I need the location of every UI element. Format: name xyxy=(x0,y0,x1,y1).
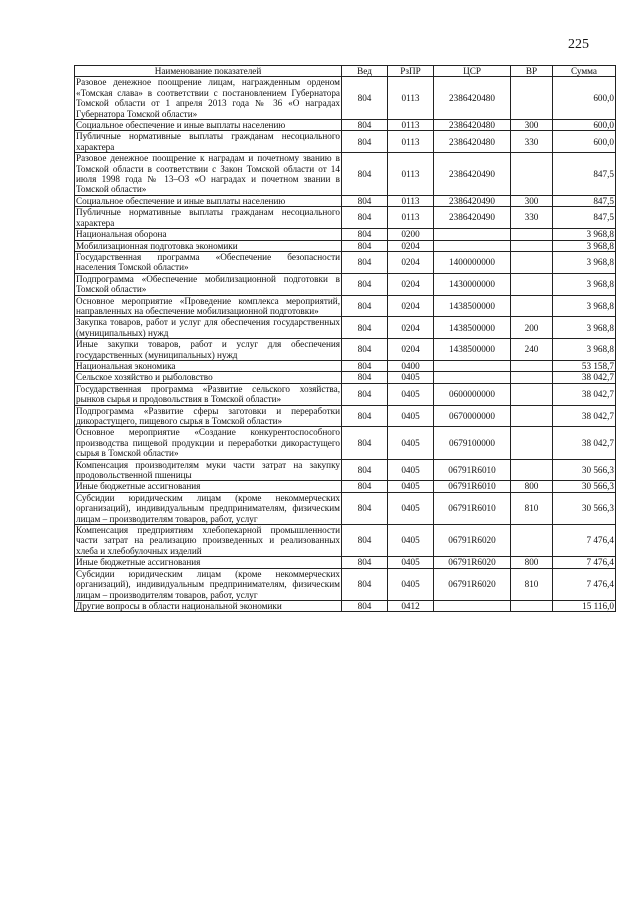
cell-name: Основное мероприятие «Проведение комплекса мероприятий, направленных на обеспечение мобилизационной подготовки» xyxy=(76,295,340,316)
cell-sum: 3 968,8 xyxy=(553,273,616,295)
cell-csr: 2386420490 xyxy=(434,195,511,206)
cell-vr xyxy=(511,427,553,459)
cell-sum: 3 968,8 xyxy=(553,295,616,317)
cell-sum: 53 158,7 xyxy=(553,360,616,371)
cell-name: Разовое денежное поощрение к наградам и почетному званию в Томской области в соответствии с Закон Томской области от 14 июля 1998 года № 13–ОЗ «О наградах и почетном звании в Томской области» xyxy=(76,153,340,195)
cell-sum: 600,0 xyxy=(553,131,616,153)
page-number: 225 xyxy=(568,37,589,52)
table-row xyxy=(75,459,616,481)
cell-name: Компенсация предприятиям хлебопекарной промышленности части затрат на реализацию произведенных и реализованных хлеба и хлебобулочных изделий xyxy=(76,525,340,556)
cell-vr: 810 xyxy=(511,568,553,600)
cell-rzpr: 0204 xyxy=(388,273,434,295)
cell-name: Иные бюджетные ассигнования xyxy=(75,481,342,492)
table-row xyxy=(75,295,616,317)
cell-rzpr: 0412 xyxy=(388,600,434,611)
column-header-ved: Вед xyxy=(342,66,388,77)
cell-ved: 804 xyxy=(342,207,388,229)
cell-ved: 804 xyxy=(342,153,388,196)
cell-vr xyxy=(511,295,553,317)
cell-csr: 2386420480 xyxy=(434,120,511,131)
cell-csr: 2386420480 xyxy=(434,131,511,153)
table-row xyxy=(75,481,616,492)
cell-name: Национальная оборона xyxy=(75,229,342,240)
cell-vr xyxy=(511,600,553,611)
cell-csr: 0600000000 xyxy=(434,383,511,405)
cell-sum: 30 566,3 xyxy=(553,492,616,524)
table-row xyxy=(75,131,616,153)
cell-vr xyxy=(511,459,553,481)
cell-vr: 300 xyxy=(511,195,553,206)
cell-rzpr: 0113 xyxy=(388,131,434,153)
cell-rzpr: 0405 xyxy=(388,492,434,524)
column-header-vr: ВР xyxy=(511,66,553,77)
table-row xyxy=(75,77,616,120)
cell-vr xyxy=(511,153,553,196)
cell-name: Социальное обеспечение и иные выплаты населению xyxy=(75,120,342,131)
cell-ved: 804 xyxy=(342,557,388,568)
cell-sum: 3 968,8 xyxy=(553,317,616,339)
cell-csr: 1438500000 xyxy=(434,295,511,317)
cell-ved: 804 xyxy=(342,131,388,153)
cell-ved: 804 xyxy=(342,295,388,317)
table-row xyxy=(75,427,616,459)
table-row xyxy=(75,405,616,427)
column-header-name: Наименование показателей xyxy=(75,66,342,77)
cell-vr xyxy=(511,360,553,371)
cell-csr: 1438500000 xyxy=(434,317,511,339)
cell-sum: 3 968,8 xyxy=(553,339,616,361)
cell-rzpr: 0204 xyxy=(388,295,434,317)
table-row xyxy=(75,240,616,251)
cell-vr: 330 xyxy=(511,131,553,153)
cell-csr: 2386420490 xyxy=(434,153,511,196)
table-row xyxy=(75,600,616,611)
cell-name: Основное мероприятие «Создание конкурентоспособного производства пищевой продукции и переработки дикорастущего сырья в Томской области» xyxy=(76,427,340,459)
cell-csr: 06791R6020 xyxy=(434,525,511,557)
cell-name: Закупка товаров, работ и услуг для обеспечения государственных (муниципальных) нужд xyxy=(76,317,340,338)
table-header-row xyxy=(75,66,616,77)
cell-vr: 330 xyxy=(511,207,553,229)
table-row xyxy=(75,557,616,568)
cell-sum: 7 476,4 xyxy=(553,525,616,557)
cell-ved: 804 xyxy=(342,251,388,273)
budget-table xyxy=(74,65,616,612)
cell-rzpr: 0204 xyxy=(388,339,434,361)
cell-rzpr: 0113 xyxy=(388,153,434,196)
cell-sum: 600,0 xyxy=(553,77,616,120)
cell-name: Субсидии юридическим лицам (кроме некоммерческих организаций), индивидуальным предпринимателям, физическим лицам – производителям товаров, работ, услуг xyxy=(76,568,340,600)
cell-rzpr: 0405 xyxy=(388,481,434,492)
cell-ved: 804 xyxy=(342,120,388,131)
cell-ved: 804 xyxy=(342,229,388,240)
cell-sum: 847,5 xyxy=(553,153,616,196)
cell-sum: 15 116,0 xyxy=(553,600,616,611)
cell-csr xyxy=(434,360,511,371)
cell-vr xyxy=(511,229,553,240)
cell-ved: 804 xyxy=(342,372,388,383)
cell-ved: 804 xyxy=(342,481,388,492)
cell-name: Государственная программа «Развитие сельского хозяйства, рынков сырья и продовольствия в Томской области» xyxy=(76,383,340,405)
cell-rzpr: 0113 xyxy=(388,77,434,120)
cell-ved: 804 xyxy=(342,405,388,427)
table-row xyxy=(75,525,616,557)
cell-vr: 240 xyxy=(511,339,553,361)
cell-name: Субсидии юридическим лицам (кроме некоммерческих организаций), индивидуальным предпринимателям, физическим лицам – производителям товаров, работ, услуг xyxy=(76,492,340,524)
cell-rzpr: 0405 xyxy=(388,383,434,405)
cell-ved: 804 xyxy=(342,459,388,481)
cell-ved: 804 xyxy=(342,600,388,611)
cell-sum: 3 968,8 xyxy=(553,240,616,251)
column-header-sum: Сумма xyxy=(553,66,616,77)
cell-name: Публичные нормативные выплаты гражданам несоциального характера xyxy=(76,207,340,228)
cell-rzpr: 0204 xyxy=(388,240,434,251)
cell-ved: 804 xyxy=(342,240,388,251)
cell-rzpr: 0400 xyxy=(388,360,434,371)
cell-rzpr: 0405 xyxy=(388,372,434,383)
cell-csr: 0679100000 xyxy=(434,427,511,459)
cell-name: Другие вопросы в области национальной экономики xyxy=(75,600,342,611)
cell-sum: 847,5 xyxy=(553,207,616,229)
table-row xyxy=(75,568,616,600)
table-row xyxy=(75,251,616,273)
cell-csr: 0670000000 xyxy=(434,405,511,427)
table-row xyxy=(75,273,616,295)
cell-name: Социальное обеспечение и иные выплаты населению xyxy=(75,195,342,206)
cell-rzpr: 0200 xyxy=(388,229,434,240)
cell-csr xyxy=(434,240,511,251)
cell-sum: 847,5 xyxy=(553,195,616,206)
cell-rzpr: 0113 xyxy=(388,195,434,206)
cell-sum: 38 042,7 xyxy=(553,405,616,427)
cell-rzpr: 0113 xyxy=(388,207,434,229)
table-body xyxy=(75,77,616,612)
cell-csr: 06791R6020 xyxy=(434,568,511,600)
table-row xyxy=(75,207,616,229)
cell-vr xyxy=(511,77,553,120)
cell-sum: 30 566,3 xyxy=(553,481,616,492)
cell-name: Компенсация производителям муки части затрат на закупку продовольственной пшеницы xyxy=(76,459,340,481)
cell-vr xyxy=(511,273,553,295)
cell-name: Иные закупки товаров, работ и услуг для обеспечения государственных (муниципальных) нужд xyxy=(76,339,340,360)
table-row xyxy=(75,492,616,524)
cell-vr: 200 xyxy=(511,317,553,339)
cell-csr: 1400000000 xyxy=(434,251,511,273)
cell-ved: 804 xyxy=(342,195,388,206)
cell-sum: 3 968,8 xyxy=(553,251,616,273)
cell-rzpr: 0405 xyxy=(388,427,434,459)
cell-csr: 2386420490 xyxy=(434,207,511,229)
cell-sum: 30 566,3 xyxy=(553,459,616,481)
cell-name: Мобилизационная подготовка экономики xyxy=(75,240,342,251)
cell-sum: 7 476,4 xyxy=(553,557,616,568)
cell-sum: 38 042,7 xyxy=(553,372,616,383)
column-header-rzpr: РзПР xyxy=(388,66,434,77)
cell-ved: 804 xyxy=(342,427,388,459)
cell-csr xyxy=(434,229,511,240)
cell-sum: 3 968,8 xyxy=(553,229,616,240)
cell-ved: 804 xyxy=(342,339,388,361)
cell-name: Национальная экономика xyxy=(75,360,342,371)
cell-sum: 7 476,4 xyxy=(553,568,616,600)
cell-csr: 1430000000 xyxy=(434,273,511,295)
table-row xyxy=(75,195,616,206)
table-row xyxy=(75,153,616,196)
table-row xyxy=(75,383,616,405)
cell-csr: 1438500000 xyxy=(434,339,511,361)
cell-ved: 804 xyxy=(342,383,388,405)
cell-rzpr: 0405 xyxy=(388,459,434,481)
cell-ved: 804 xyxy=(342,525,388,557)
cell-vr xyxy=(511,240,553,251)
cell-vr xyxy=(511,251,553,273)
cell-vr xyxy=(511,372,553,383)
cell-rzpr: 0204 xyxy=(388,251,434,273)
cell-ved: 804 xyxy=(342,360,388,371)
cell-vr: 800 xyxy=(511,557,553,568)
cell-vr xyxy=(511,405,553,427)
table-row xyxy=(75,339,616,361)
cell-sum: 38 042,7 xyxy=(553,383,616,405)
cell-name: Подпрограмма «Развитие сферы заготовки и переработки дикорастущего, пищевого сырья в Томской области» xyxy=(76,405,340,426)
cell-csr xyxy=(434,372,511,383)
cell-vr xyxy=(511,525,553,557)
cell-name: Публичные нормативные выплаты гражданам несоциального характера xyxy=(76,131,340,152)
cell-name: Государственная программа «Обеспечение безопасности населения Томской области» xyxy=(76,251,340,273)
table-row xyxy=(75,229,616,240)
cell-rzpr: 0405 xyxy=(388,405,434,427)
cell-ved: 804 xyxy=(342,273,388,295)
cell-ved: 804 xyxy=(342,568,388,600)
table-row xyxy=(75,120,616,131)
cell-vr: 300 xyxy=(511,120,553,131)
cell-sum: 38 042,7 xyxy=(553,427,616,459)
cell-ved: 804 xyxy=(342,77,388,120)
cell-rzpr: 0405 xyxy=(388,557,434,568)
table-row xyxy=(75,317,616,339)
cell-rzpr: 0405 xyxy=(388,568,434,600)
cell-rzpr: 0405 xyxy=(388,525,434,557)
cell-ved: 804 xyxy=(342,492,388,524)
cell-vr: 810 xyxy=(511,492,553,524)
cell-name: Подпрограмма «Обеспечение мобилизационной подготовки в Томской области» xyxy=(76,273,340,295)
cell-vr xyxy=(511,383,553,405)
cell-csr: 2386420480 xyxy=(434,77,511,120)
cell-name: Сельское хозяйство и рыболовство xyxy=(75,372,342,383)
cell-csr: 06791R6010 xyxy=(434,481,511,492)
cell-name: Разовое денежное поощрение лицам, награжденным орденом «Томская слава» в соответствии с постановлением Губернатора Томской области от 1 апреля 2013 года № 36 «О наградах Губернатора Томской области» xyxy=(76,77,340,119)
cell-rzpr: 0113 xyxy=(388,120,434,131)
cell-csr xyxy=(434,600,511,611)
cell-csr: 06791R6020 xyxy=(434,557,511,568)
table-row xyxy=(75,372,616,383)
column-header-csr: ЦСР xyxy=(434,66,511,77)
cell-csr: 06791R6010 xyxy=(434,459,511,481)
cell-csr: 06791R6010 xyxy=(434,492,511,524)
cell-rzpr: 0204 xyxy=(388,317,434,339)
cell-sum: 600,0 xyxy=(553,120,616,131)
cell-ved: 804 xyxy=(342,317,388,339)
cell-name: Иные бюджетные ассигнования xyxy=(75,557,342,568)
cell-vr: 800 xyxy=(511,481,553,492)
table-row xyxy=(75,360,616,371)
